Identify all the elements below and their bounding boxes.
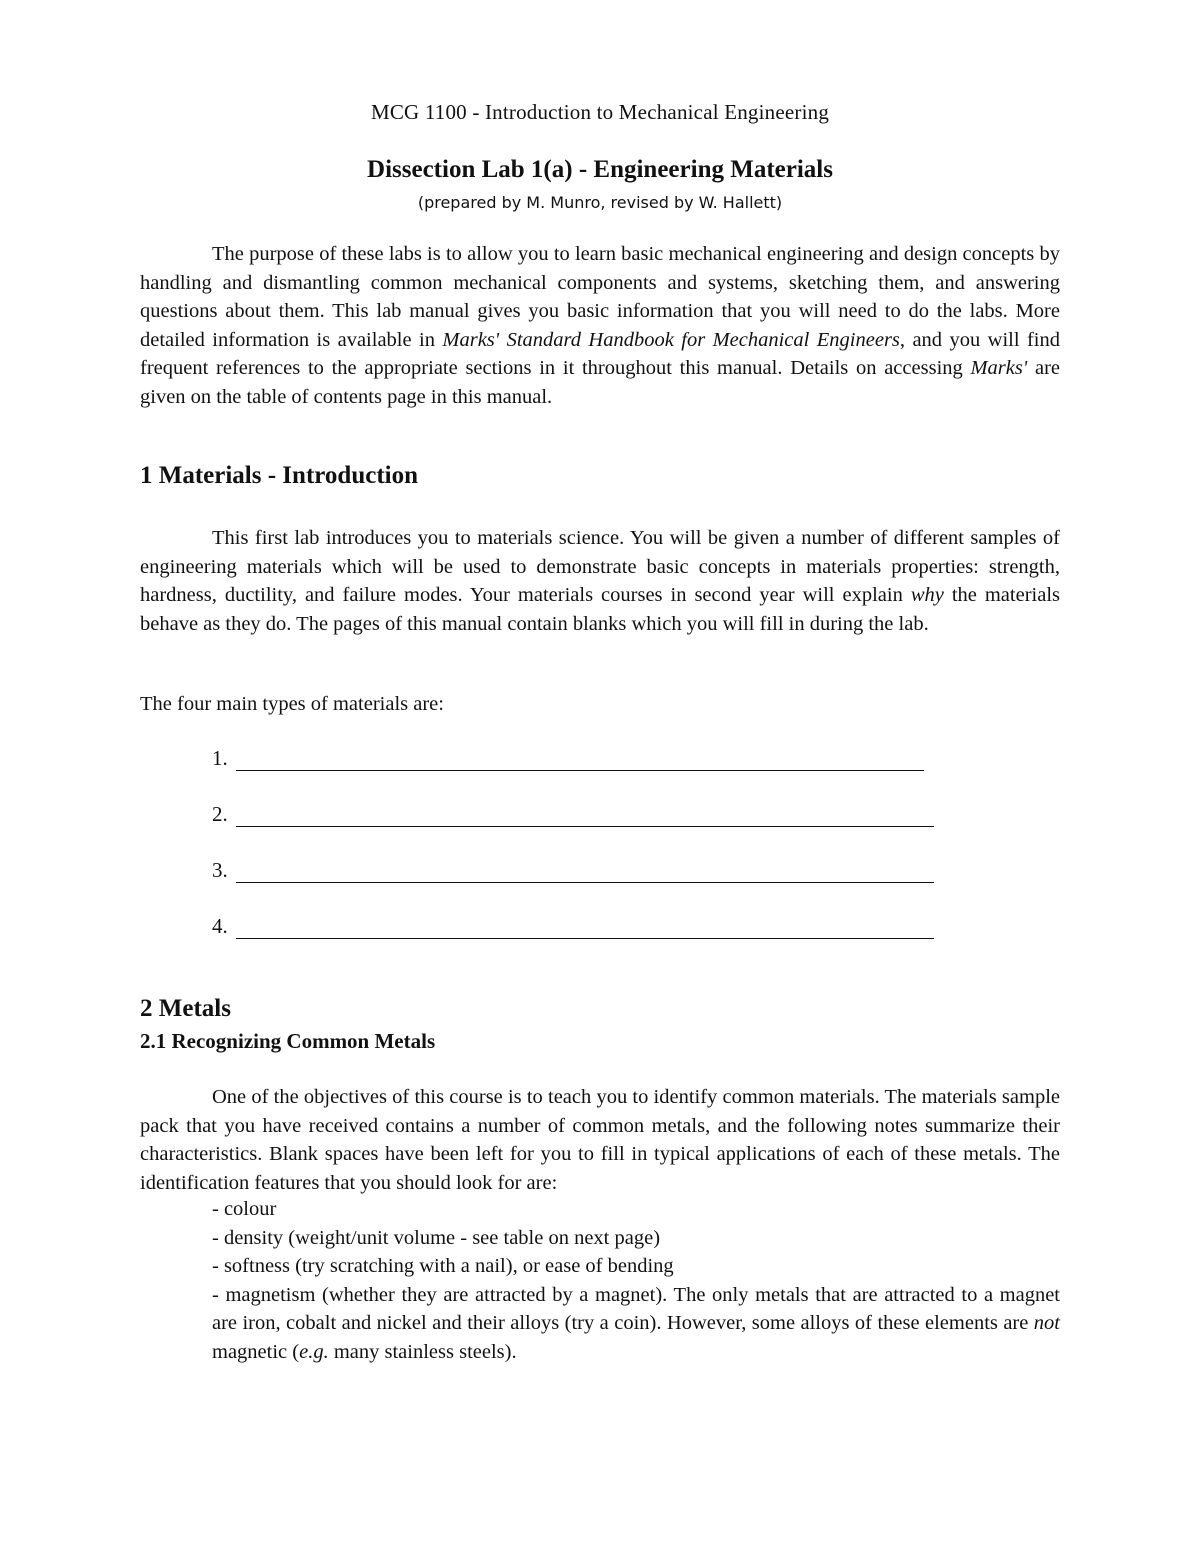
intro-text-1: The purpose of these labs is to allow you to learn basic mechanical engineering and design concepts by handling and dismantling common mechanical components and systems, sketching them, and answering questions about them. This lab manual gives you basic information that you will need to do the labs. More detailed information is available in xyxy=(140,243,1060,351)
fill-in-blank xyxy=(236,752,924,771)
intro-text-3: are given on the table of contents page in this manual. xyxy=(140,357,1060,408)
course-title: MCG 1100 - Introduction to Mechanical Engineering xyxy=(370,100,830,124)
magnetism-text-2: magnetic ( xyxy=(212,1340,300,1363)
identification-features-list xyxy=(212,1195,1060,1366)
blank-number: 4. xyxy=(212,914,228,938)
list-item-magnetism xyxy=(212,1281,1060,1367)
fill-in-blank xyxy=(236,808,934,827)
section-1-text-1: This first lab introduces you to materials science. You will be given a number of different samples of engineering materials which will be used to demonstrate basic concepts in materials properties: strength, hardness, ductility, and failure modes. Your materials courses in second year will explain xyxy=(140,527,1060,606)
magnetism-text-1: - magnetism (whether they are attracted by a magnet). The only metals that are attracted to a magnet are iron, cobalt and nickel and their alloys (try a coin). However, some alloys of these elements are xyxy=(212,1283,1060,1334)
blank-number: 3. xyxy=(212,858,228,882)
magnetism-text-3: many stainless steels). xyxy=(328,1340,517,1363)
eg-emphasis: e.g. xyxy=(299,1340,329,1363)
lab-title: Dissection Lab 1(a) - Engineering Materials xyxy=(367,156,833,183)
why-emphasis: why xyxy=(910,584,944,606)
marks-handbook-ref: Marks' Standard Handbook for Mechanical Engineers xyxy=(442,328,900,351)
section-2-1-heading: 2.1 Recognizing Common Metals xyxy=(140,1029,436,1053)
list-item: - density (weight/unit volume - see table on next page) xyxy=(212,1226,661,1249)
blank-line-1 xyxy=(212,746,924,771)
not-emphasis: not xyxy=(1033,1312,1060,1334)
intro-text-2: , and you will find frequent references to the appropriate sections in it throughout this manual. Details on accessing xyxy=(140,328,1060,379)
section-1-paragraph xyxy=(140,524,1060,638)
section-2-text: One of the objectives of this course is to teach you to identify common materials. The materials sample pack that you have received contains a number of common metals, and the following notes summarize their characteristics. Blank spaces have been left for you to fill in typical applications of each of these metals. The identification features that you should look for are: xyxy=(140,1086,1060,1194)
section-2-paragraph xyxy=(140,1083,1060,1197)
list-item: - colour xyxy=(212,1198,277,1220)
fill-in-blank xyxy=(236,920,934,939)
blank-line-2 xyxy=(212,802,934,827)
blank-number: 2. xyxy=(212,802,228,826)
list-item: - softness (try scratching with a nail), or ease of bending xyxy=(212,1255,674,1277)
section-1-text-2: the materials behave as they do. The pages of this manual contain blanks which you will fill in during the lab. xyxy=(140,584,1060,635)
intro-paragraph xyxy=(140,240,1060,411)
section-2-heading: 2 Metals xyxy=(140,995,231,1022)
marks-ref: Marks' xyxy=(970,357,1028,379)
prepared-by: (prepared by M. Munro, revised by W. Hallett) xyxy=(417,193,783,212)
blank-number: 1. xyxy=(212,746,228,770)
material-types-intro: The four main types of materials are: xyxy=(140,693,444,715)
section-1-heading: 1 Materials - Introduction xyxy=(140,462,418,489)
blank-line-4 xyxy=(212,914,934,939)
fill-in-blank xyxy=(236,864,934,883)
blank-line-3 xyxy=(212,858,934,883)
